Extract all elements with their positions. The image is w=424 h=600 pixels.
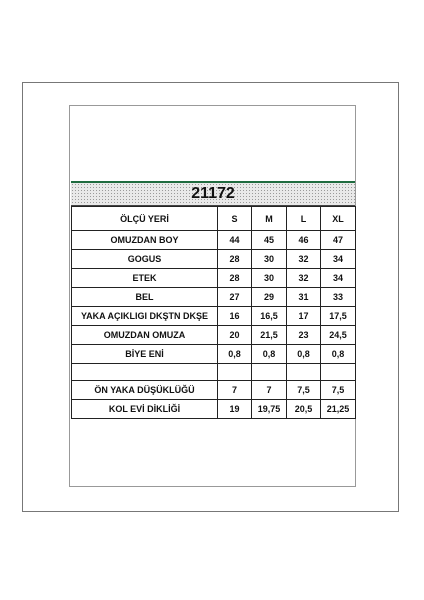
measure-label: ETEK	[72, 269, 218, 288]
header-measure: ÖLÇÜ YERİ	[72, 207, 218, 231]
table-row	[72, 231, 356, 250]
header-row	[72, 207, 356, 231]
size-value: 30	[252, 269, 287, 288]
measure-label: OMUZDAN OMUZA	[72, 326, 218, 345]
measure-label	[72, 364, 218, 381]
size-value: 44	[218, 231, 252, 250]
header-size-xl: XL	[321, 207, 356, 231]
size-value: 19,75	[252, 400, 287, 419]
size-value: 0,8	[287, 345, 321, 364]
chart-title: 21172	[191, 185, 235, 202]
measure-label: GOGUS	[72, 250, 218, 269]
measure-label: KOL EVİ DİKLİĞİ	[72, 400, 218, 419]
size-value: 21,25	[321, 400, 356, 419]
measure-label: BEL	[72, 288, 218, 307]
size-value: 45	[252, 231, 287, 250]
size-value: 21,5	[252, 326, 287, 345]
size-value	[252, 364, 287, 381]
measure-label: BİYE ENİ	[72, 345, 218, 364]
size-value: 46	[287, 231, 321, 250]
table-row	[72, 326, 356, 345]
size-value: 0,8	[252, 345, 287, 364]
size-value: 28	[218, 269, 252, 288]
measure-label: OMUZDAN BOY	[72, 231, 218, 250]
size-value: 33	[321, 288, 356, 307]
size-value: 0,8	[218, 345, 252, 364]
size-value: 7,5	[321, 381, 356, 400]
size-value: 27	[218, 288, 252, 307]
size-value: 7	[252, 381, 287, 400]
size-value	[287, 364, 321, 381]
size-value: 47	[321, 231, 356, 250]
size-value: 23	[287, 326, 321, 345]
size-value: 32	[287, 250, 321, 269]
table-row	[72, 288, 356, 307]
size-value: 7	[218, 381, 252, 400]
size-value: 34	[321, 269, 356, 288]
table-row	[72, 250, 356, 269]
table-row	[72, 400, 356, 419]
size-value: 20,5	[287, 400, 321, 419]
size-value: 0,8	[321, 345, 356, 364]
size-value: 20	[218, 326, 252, 345]
table-row	[72, 381, 356, 400]
size-value: 34	[321, 250, 356, 269]
measure-label: ÖN YAKA DÜŞÜKLÜĞÜ	[72, 381, 218, 400]
size-value: 7,5	[287, 381, 321, 400]
header-size-m: M	[252, 207, 287, 231]
table-row	[72, 345, 356, 364]
size-value: 28	[218, 250, 252, 269]
measure-label: YAKA AÇIKLIGI DKŞTN DKŞE	[72, 307, 218, 326]
size-value: 16,5	[252, 307, 287, 326]
size-value: 31	[287, 288, 321, 307]
size-value	[218, 364, 252, 381]
table-row	[72, 307, 356, 326]
size-value: 30	[252, 250, 287, 269]
size-value: 16	[218, 307, 252, 326]
size-value: 19	[218, 400, 252, 419]
table-row	[72, 269, 356, 288]
chart-title-bar	[71, 181, 355, 206]
header-size-s: S	[218, 207, 252, 231]
size-value: 17,5	[321, 307, 356, 326]
size-value	[321, 364, 356, 381]
size-value: 32	[287, 269, 321, 288]
size-value: 29	[252, 288, 287, 307]
size-value: 17	[287, 307, 321, 326]
table-row	[72, 364, 356, 381]
size-value: 24,5	[321, 326, 356, 345]
size-table	[71, 206, 356, 419]
header-size-l: L	[287, 207, 321, 231]
